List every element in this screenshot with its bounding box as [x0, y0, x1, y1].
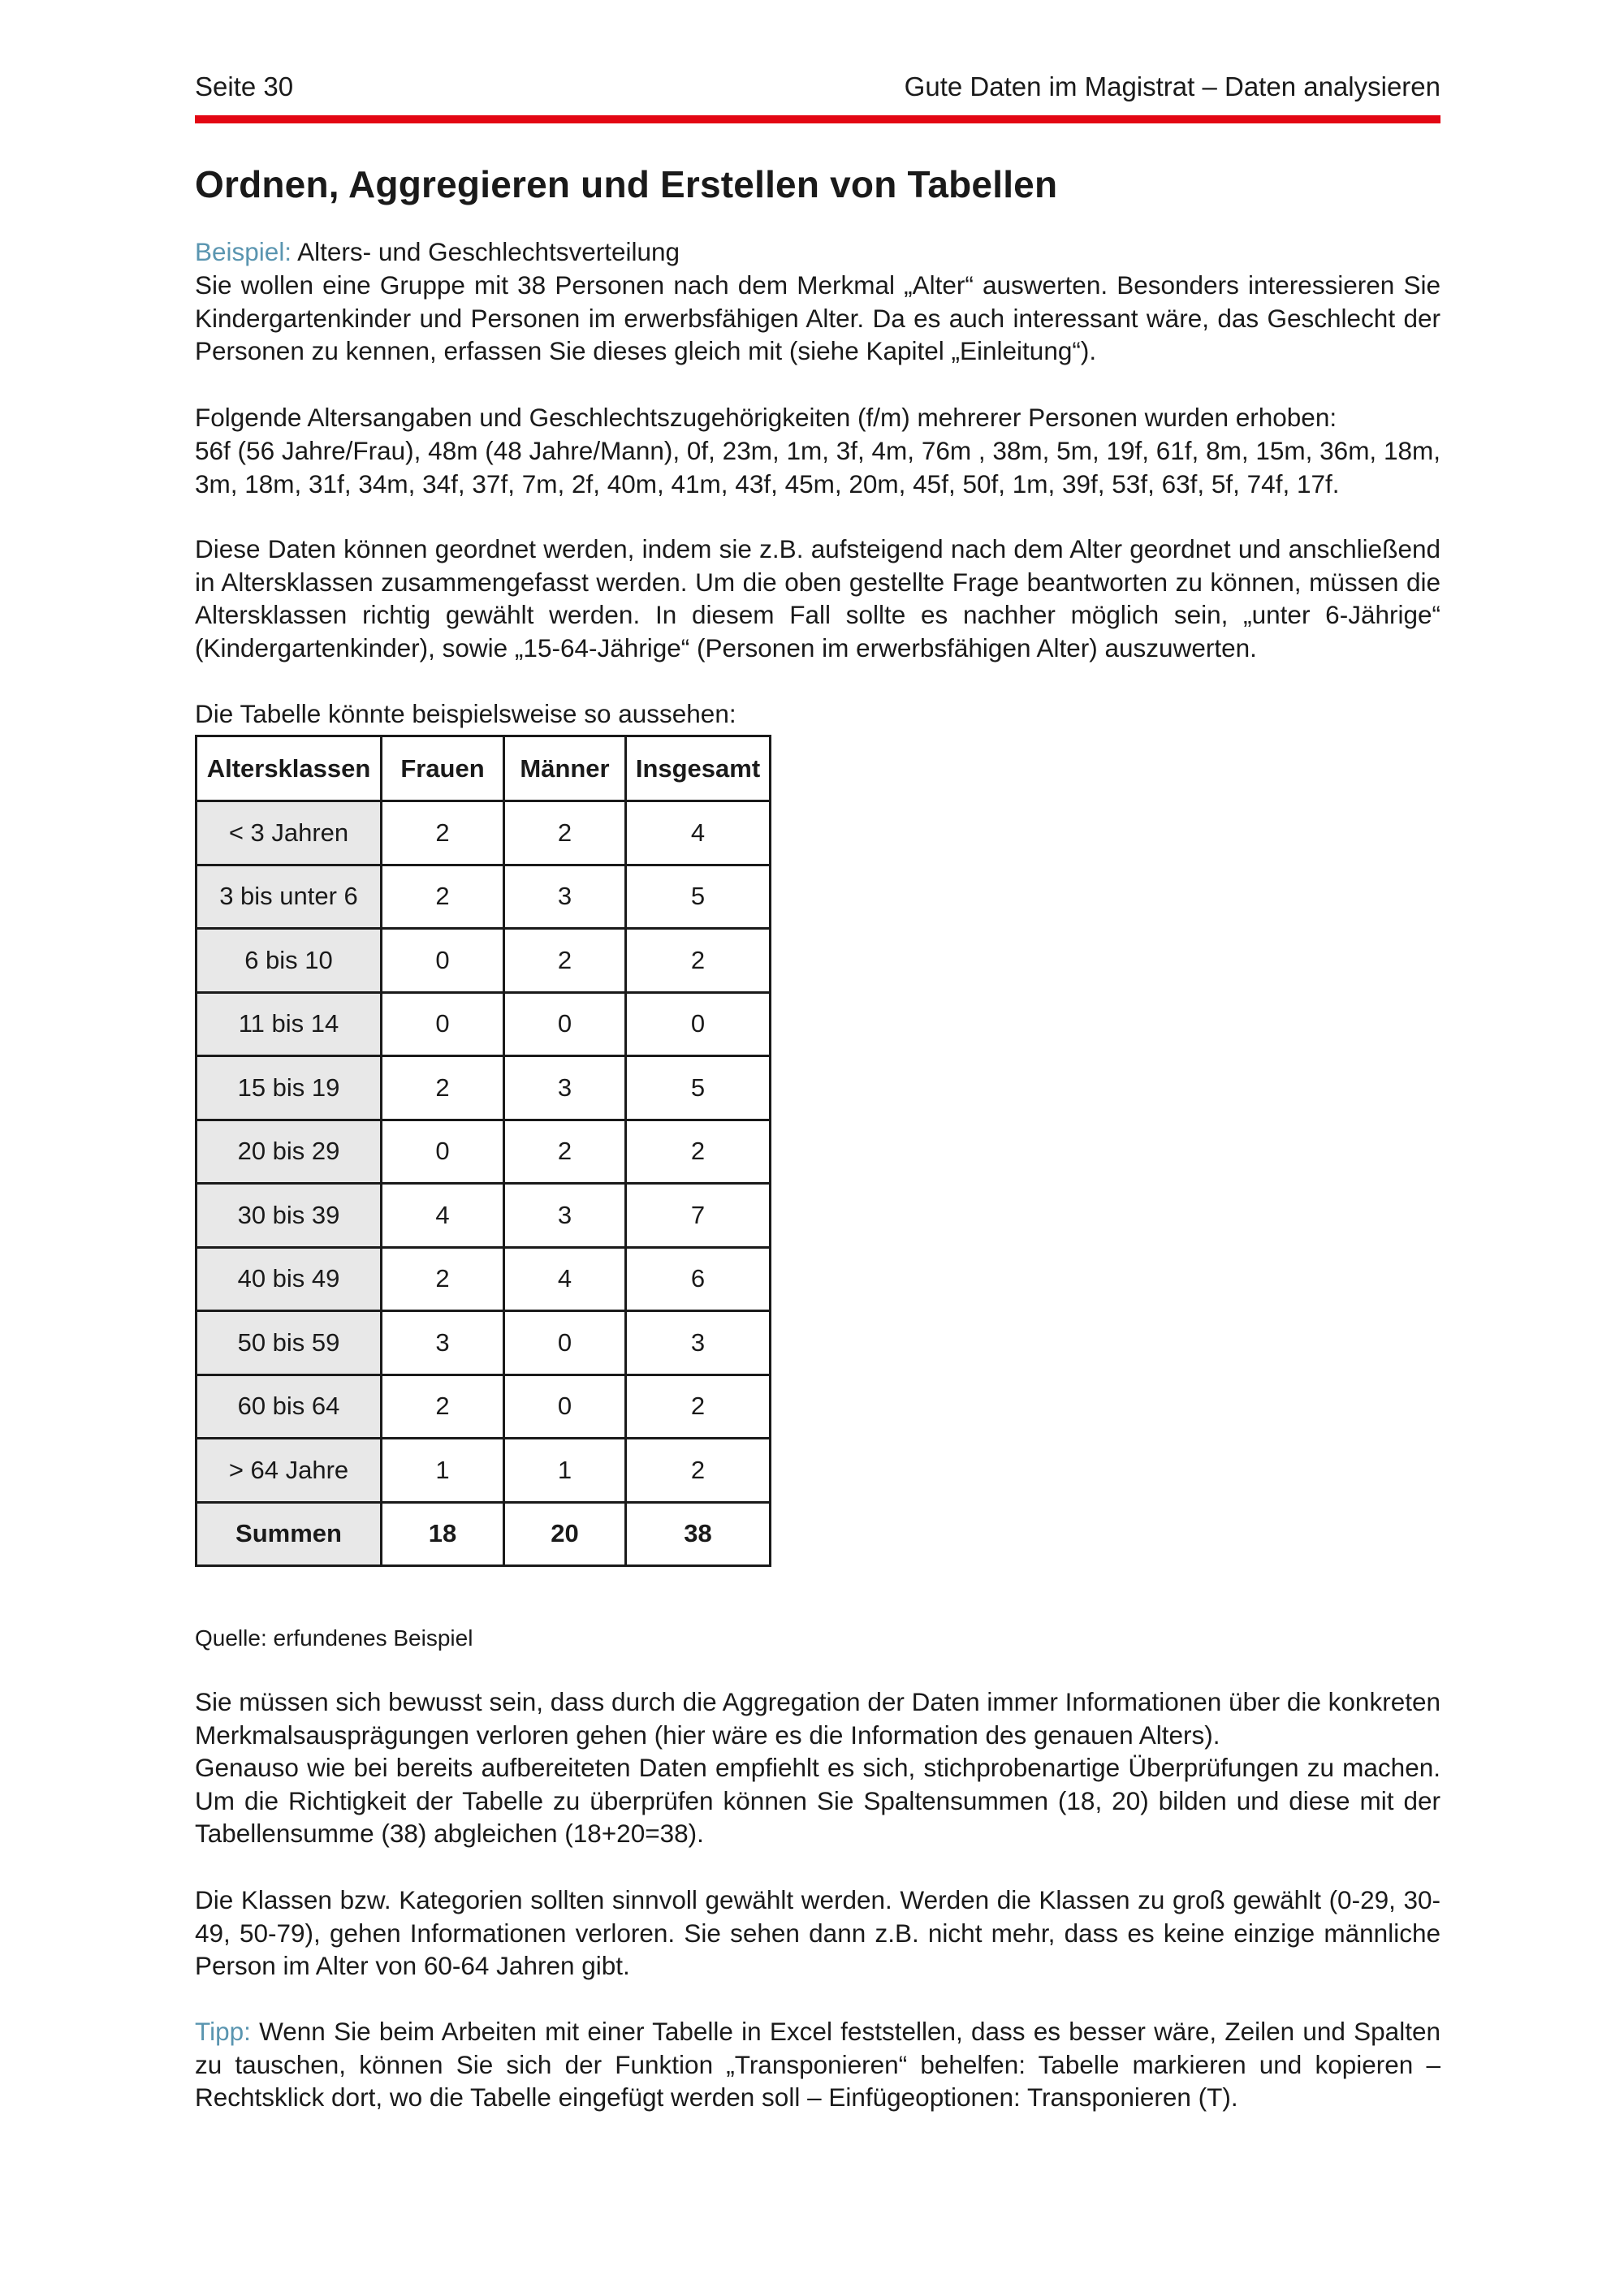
cell-frauen: 2 — [382, 1056, 504, 1120]
table-intro: Die Tabelle könnte beispielsweise so aussehen: — [195, 699, 736, 728]
cell-insgesamt: 2 — [626, 1120, 771, 1184]
cell-insgesamt: 3 — [626, 1311, 771, 1375]
table-row — [197, 1311, 771, 1375]
cell-altersklasse: 40 bis 49 — [197, 1247, 382, 1311]
cell-sum-insgesamt: 38 — [626, 1502, 771, 1566]
collected-values: 56f (56 Jahre/Frau), 48m (48 Jahre/Mann), 0f, 23m, 1m, 3f, 4m, 76m , 38m, 5m, 19f, 61f, 8m, 15m, 36m, 18m, 3m, 18m, 31f, 34m, 34f, 37f, 7m, 2f, 40m, 41m, 43f, 45m, 20m, 45f, 50f, 1m, 39f, 53f, 63f, 5f, 74f, 17f. — [195, 436, 1440, 498]
table-sum-row — [197, 1502, 771, 1566]
cell-altersklasse: 30 bis 39 — [197, 1184, 382, 1248]
cell-altersklasse: 20 bis 29 — [197, 1120, 382, 1184]
aggregation-paragraph-2: Genauso wie bei bereits aufbereiteten Daten empfiehlt es sich, stichprobenartige Überprüfungen zu machen. Um die Richtigkeit der Tabelle zu überprüfen können Sie Spaltensummen (18, 20) bilden und diese mit der Tabellensumme (38) abgleichen (18+20=38). — [195, 1753, 1440, 1848]
table-row — [197, 1247, 771, 1311]
header-altersklassen: Altersklassen — [197, 736, 382, 801]
cell-maenner: 0 — [504, 992, 626, 1056]
collected-intro: Folgende Altersangaben und Geschlechtszugehörigkeiten (f/m) mehrerer Personen wurden erhoben: — [195, 403, 1337, 432]
cell-insgesamt: 2 — [626, 1375, 771, 1439]
cell-sum-frauen: 18 — [382, 1502, 504, 1566]
cell-insgesamt: 6 — [626, 1247, 771, 1311]
tip-text: Wenn Sie beim Arbeiten mit einer Tabelle in Excel feststellen, dass es besser wäre, Zeilen und Spalten zu tauschen, können Sie sich der Funktion „Transponieren“ behelfen: Tabelle markieren und kopieren – Rechtsklick dort, wo die Tabelle eingefügt werden soll – Einfügeoptionen: Transponieren (T). — [195, 2017, 1440, 2112]
cell-altersklasse: 50 bis 59 — [197, 1311, 382, 1375]
cell-frauen: 4 — [382, 1184, 504, 1248]
cell-frauen: 0 — [382, 1120, 504, 1184]
cell-maenner: 3 — [504, 1184, 626, 1248]
table-row — [197, 1375, 771, 1439]
table-header-row — [197, 736, 771, 801]
example-paragraph: Sie wollen eine Gruppe mit 38 Personen nach dem Merkmal „Alter“ auswerten. Besonders interessieren Sie Kindergartenkinder und Personen im erwerbsfähigen Alter. Da es auch interessant wäre, das Geschlecht der Personen zu kennen, erfassen Sie dieses gleich mit (siehe Kapitel „Einleitung“). — [195, 270, 1440, 365]
table-row — [197, 865, 771, 929]
cell-insgesamt: 7 — [626, 1184, 771, 1248]
table-row — [197, 929, 771, 993]
cell-frauen: 0 — [382, 992, 504, 1056]
table-row — [197, 1439, 771, 1503]
cell-frauen: 1 — [382, 1439, 504, 1503]
cell-maenner: 4 — [504, 1247, 626, 1311]
cell-altersklasse: 3 bis unter 6 — [197, 865, 382, 929]
section-title: Ordnen, Aggregieren und Erstellen von Tabellen — [195, 163, 1058, 205]
cell-insgesamt: 0 — [626, 992, 771, 1056]
cell-frauen: 2 — [382, 801, 504, 865]
tip-label: Tipp: — [195, 2017, 251, 2046]
cell-maenner: 2 — [504, 1120, 626, 1184]
cell-summen-label: Summen — [197, 1502, 382, 1566]
cell-altersklasse: 6 bis 10 — [197, 929, 382, 993]
cell-maenner: 0 — [504, 1375, 626, 1439]
classes-paragraph: Die Klassen bzw. Kategorien sollten sinnvoll gewählt werden. Werden die Klassen zu groß gewählt (0-29, 30-49, 50-79), gehen Informationen verloren. Sie sehen dann z.B. nicht mehr, dass es keine einzige männliche Person im Alter von 60-64 Jahren gibt. — [195, 1885, 1440, 1980]
header-insgesamt: Insgesamt — [626, 736, 771, 801]
cell-sum-maenner: 20 — [504, 1502, 626, 1566]
example-heading — [195, 235, 1440, 269]
cell-frauen: 3 — [382, 1311, 504, 1375]
cell-altersklasse: 11 bis 14 — [197, 992, 382, 1056]
cell-maenner: 1 — [504, 1439, 626, 1503]
cell-insgesamt: 2 — [626, 929, 771, 993]
cell-altersklasse: 60 bis 64 — [197, 1375, 382, 1439]
table-row — [197, 992, 771, 1056]
cell-maenner: 2 — [504, 929, 626, 993]
aggregation-paragraph-1: Sie müssen sich bewusst sein, dass durch die Aggregation der Daten immer Informationen über die konkreten Merkmalsausprägungen verloren gehen (hier wäre es die Information des genauen Alters). — [195, 1687, 1440, 1750]
cell-maenner: 2 — [504, 801, 626, 865]
table-row — [197, 801, 771, 865]
example-label: Beispiel: — [195, 237, 292, 266]
header-frauen: Frauen — [382, 736, 504, 801]
cell-insgesamt: 5 — [626, 1056, 771, 1120]
page-header — [195, 67, 1440, 107]
cell-altersklasse: 15 bis 19 — [197, 1056, 382, 1120]
table-row — [197, 1120, 771, 1184]
cell-altersklasse: < 3 Jahren — [197, 801, 382, 865]
table-row — [197, 1056, 771, 1120]
cell-maenner: 3 — [504, 865, 626, 929]
tip-paragraph — [195, 2015, 1440, 2114]
table-source: Quelle: erfundenes Beispiel — [195, 1625, 473, 1651]
cell-frauen: 2 — [382, 1247, 504, 1311]
cell-insgesamt: 5 — [626, 865, 771, 929]
cell-maenner: 0 — [504, 1311, 626, 1375]
page-number: Seite 30 — [195, 71, 294, 101]
cell-frauen: 0 — [382, 929, 504, 993]
cell-maenner: 3 — [504, 1056, 626, 1120]
age-gender-table — [195, 735, 771, 1567]
cell-frauen: 2 — [382, 865, 504, 929]
document-title: Gute Daten im Magistrat – Daten analysieren — [904, 71, 1440, 101]
cell-insgesamt: 4 — [626, 801, 771, 865]
example-topic: Alters- und Geschlechtsverteilung — [292, 237, 680, 266]
header-maenner: Männer — [504, 736, 626, 801]
cell-insgesamt: 2 — [626, 1439, 771, 1503]
cell-frauen: 2 — [382, 1375, 504, 1439]
ordering-paragraph: Diese Daten können geordnet werden, indem sie z.B. aufsteigend nach dem Alter geordnet und anschließend in Altersklassen zusammengefasst werden. Um die oben gestellte Frage beantworten zu können, müssen die Altersklassen richtig gewählt werden. In diesem Fall sollte es nachher möglich sein, „unter 6-Jährige“ (Kindergartenkinder), sowie „15-64-Jährige“ (Personen im erwerbsfähigen Alter) auszuwerten. — [195, 534, 1440, 662]
table-row — [197, 1184, 771, 1248]
cell-altersklasse: > 64 Jahre — [197, 1439, 382, 1503]
header-rule — [195, 115, 1440, 123]
